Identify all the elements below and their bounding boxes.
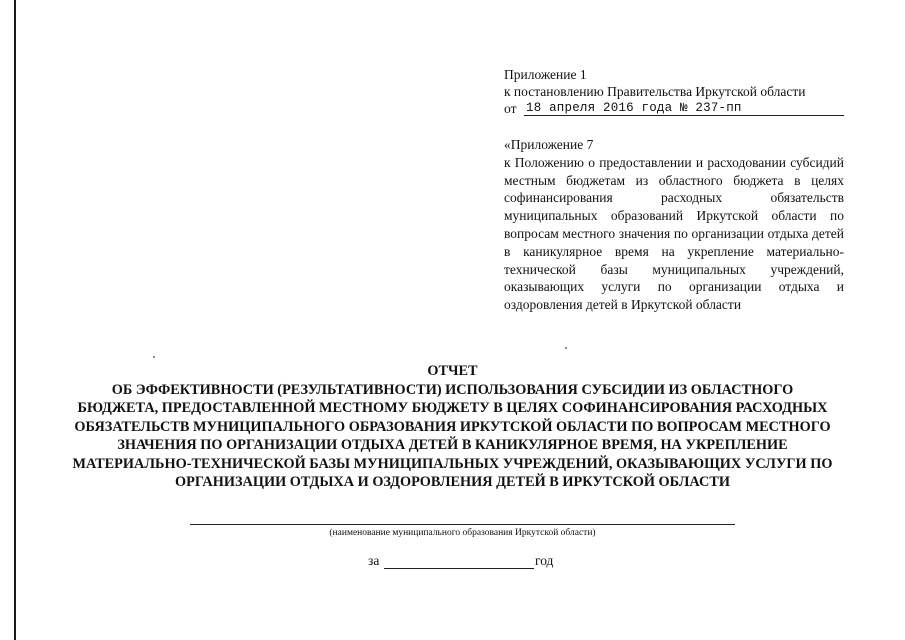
report-title-block: [70, 362, 835, 492]
appendix-7-block: [504, 136, 844, 314]
period-blank-line: [384, 568, 534, 569]
appendix-7-label: «Приложение 7: [504, 137, 594, 152]
report-period-row: [368, 553, 568, 573]
report-title: ОТЧЕТ: [427, 363, 478, 379]
appendix-1-date-line: [504, 100, 844, 118]
page-left-edge-line: [14, 0, 16, 640]
appendix-1-label: Приложение 1: [504, 67, 587, 82]
report-subtitle: ОБ ЭФФЕКТИВНОСТИ (РЕЗУЛЬТАТИВНОСТИ) ИСПОЛЬЗОВАНИЯ СУБСИДИИ ИЗ ОБЛАСТНОГО БЮДЖЕТА, ПРЕДОСТАВЛЕННОЙ МЕСТНОМУ БЮДЖЕТУ В ЦЕЛЯХ СОФИНАНСИРОВАНИЯ РАСХОДНЫХ ОБЯЗАТЕЛЬСТВ МУНИЦИПАЛЬНОГО ОБРАЗОВАНИЯ ИРКУТСКОЙ ОБЛАСТИ ПО ВОПРОСАМ МЕСТНОГО ЗНАЧЕНИЯ ПО ОРГАНИЗАЦИИ ОТДЫХА ДЕТЕЙ В КАНИКУЛЯРНОЕ ВРЕМЯ, НА УКРЕПЛЕНИЕ МАТЕРИАЛЬНО-ТЕХНИЧЕСКОЙ БАЗЫ МУНИЦИПАЛЬНЫХ УЧРЕЖДЕНИЙ, ОКАЗЫВАЮЩИХ УСЛУГИ ПО ОРГАНИЗАЦИИ ОТДЫХА И ОЗДОРОВЛЕНИЯ ДЕТЕЙ В ИРКУТСКОЙ ОБЛАСТИ: [72, 381, 833, 490]
period-prefix: за: [368, 553, 380, 568]
date-prefix: от: [504, 101, 517, 116]
appendix-1-decree-ref: к постановлению Правительства Иркутской области: [504, 84, 806, 99]
date-underline: [524, 115, 844, 116]
appendix-1-block: [504, 66, 844, 118]
appendix-7-regulation-ref: к Положению о предоставлении и расходовании субсидий местным бюджетам из областного бюджета в целях софинансирования расходных обязательств муниципальных образований Иркутской области по вопросам местного значения по организации отдыха детей в каникулярное время на укрепление материально-технической базы муниципальных учреждений, оказывающих услуги по организации отдыха и оздоровления детей в Иркутской области: [504, 154, 844, 313]
period-suffix: год: [535, 553, 554, 568]
decree-date-number: 18 апреля 2016 года № 237-пп: [526, 101, 742, 115]
scan-speck: [565, 347, 567, 349]
municipality-name-caption: (наименование муниципального образования Иркутской области): [329, 528, 596, 538]
municipality-name-field-line: [190, 524, 735, 525]
scan-speck: [153, 356, 155, 358]
